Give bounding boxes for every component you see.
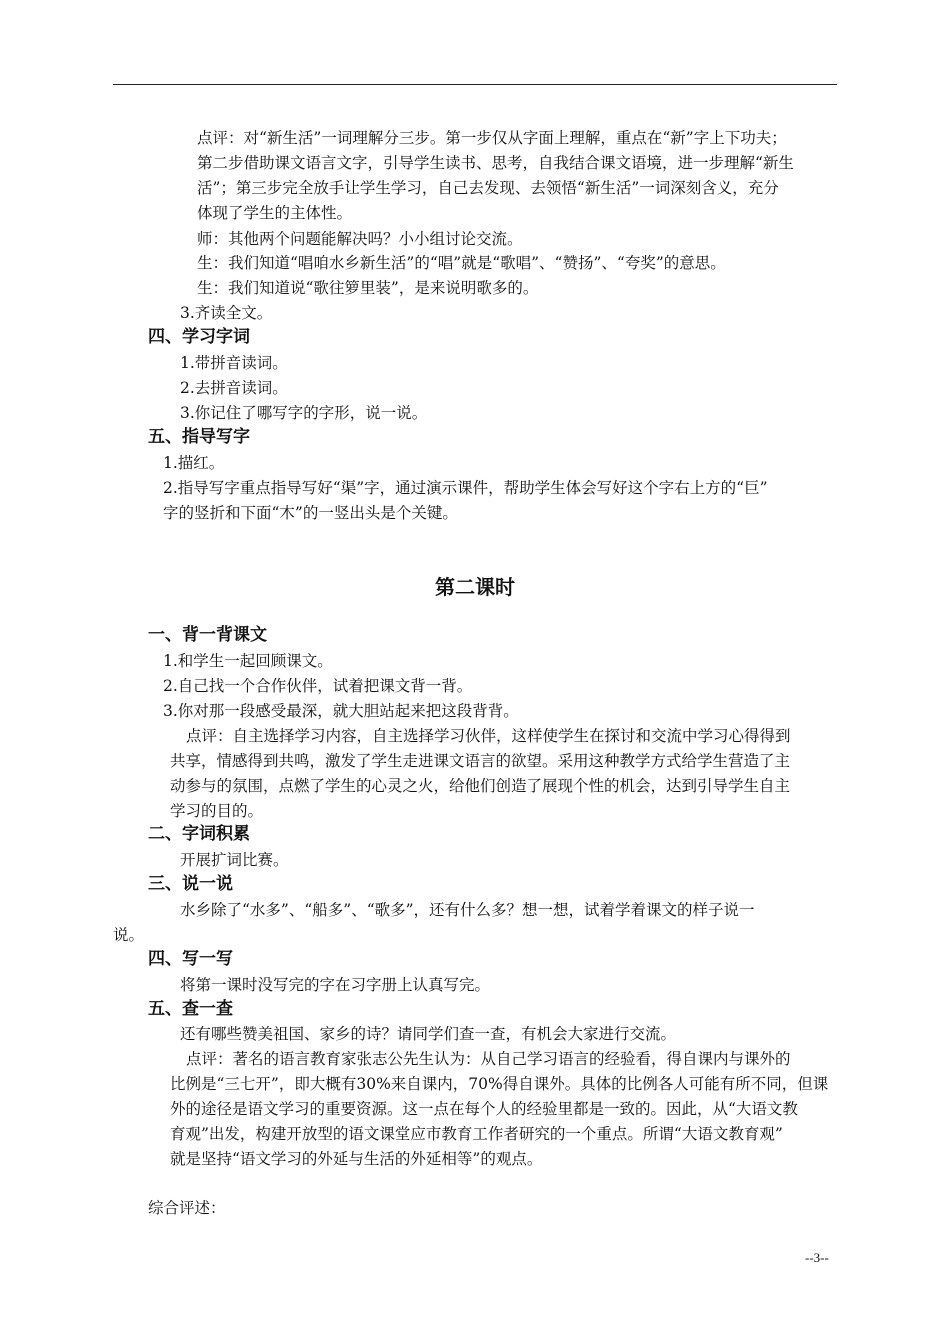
summary-label: 综合评述： [148, 1199, 226, 1217]
section4-item-1: 1.带拼音读词。 [180, 354, 288, 372]
comment-line-2: 第二步借助课文语言文字，引导学生读书、思考，自我结合课文语境，进一步理解“新生 [197, 154, 794, 172]
s1-item-1: 1.和学生一起回顾课文。 [163, 652, 333, 670]
s3-heading: 三、说一说 [148, 874, 233, 894]
s5-heading: 五、查一查 [148, 999, 233, 1019]
s2-text: 开展扩词比赛。 [180, 851, 289, 869]
section4-item-3: 3.你记住了哪写字的字形，说一说。 [180, 404, 428, 422]
comment-line-4: 体现了学生的主体性。 [197, 204, 353, 222]
s5-comment-line-4: 育观”出发，构建开放型的语文课堂应市教育工作者研究的一个重点。所谓“大语文教育观” [170, 1125, 783, 1143]
section4-heading: 四、学习字词 [148, 327, 250, 347]
s3-text-line-2: 说。 [113, 926, 145, 944]
s3-text-line-1: 水乡除了“水多”、“船多”、“歌多”，还有什么多？想一想，试着学着课文的样子说一 [180, 901, 755, 919]
section5-item-2-line-2: 字的竖折和下面“木”的一竖出头是个关键。 [163, 504, 458, 522]
section5-heading: 五、指导写字 [148, 427, 250, 447]
lesson-2-title: 第二课时 [435, 575, 515, 599]
s1-comment-line-3: 动参与的氛围，点燃了学生的心灵之火，给他们创造了展现个性的机会，达到引导学生自主 [170, 777, 791, 795]
s2-heading: 二、字词积累 [148, 824, 250, 844]
section5-item-2-line-1: 2.指导写字重点指导写好“渠”字，通过演示课件，帮助学生体会写好这个字右上方的“巨” [163, 479, 768, 497]
section4-item-2: 2.去拼音读词。 [180, 379, 288, 397]
comment-line-1: 点评：对“新生活”一词理解分三步。第一步仅从字面上理解，重点在“新”字上下功夫； [197, 129, 787, 147]
student-line-2: 生：我们知道说“歌往箩里装”，是来说明歌多的。 [197, 279, 539, 297]
teacher-line: 师：其他两个问题能解决吗？小小组讨论交流。 [197, 230, 523, 248]
s1-comment-line-1: 点评：自主选择学习内容，自主选择学习伙伴，这样使学生在探讨和交流中学习心得得到 [186, 727, 791, 745]
s4-text: 将第一课时没写完的字在习字册上认真写完。 [180, 976, 491, 994]
s5-comment-line-5: 就是坚持“语文学习的外延与生活的外延相等”的观点。 [170, 1150, 543, 1168]
s1-comment-line-2: 共享，情感得到共鸣，激发了学生走进课文语言的欲望。采用这种教学方式给学生营造了主 [170, 752, 791, 770]
s1-heading: 一、背一背课文 [148, 625, 267, 645]
s5-comment-line-1: 点评：著名的语言教育家张志公先生认为：从自己学习语言的经验看，得自课内与课外的 [186, 1050, 791, 1068]
s5-comment-line-3: 外的途径是语文学习的重要资源。这一点在每个人的经验里都是一致的。因此，从“大语文教 [170, 1100, 798, 1118]
section5-item-1: 1.描红。 [163, 454, 225, 472]
header-rule [113, 84, 837, 85]
s5-comment-line-2: 比例是“三七开”，即大概有30%来自课内，70%得自课外。具体的比例各人可能有所不同，但课 [170, 1075, 829, 1093]
s5-text: 还有哪些赞美祖国、家乡的诗？请同学们查一查，有机会大家进行交流。 [180, 1025, 677, 1043]
comment-line-3: 活”；第三步完全放手让学生学习，自己去发现、去领悟“新生活”一词深刻含义，充分 [197, 179, 779, 197]
s1-item-3: 3.你对那一段感受最深，就大胆站起来把这段背背。 [163, 702, 519, 720]
student-line-1: 生：我们知道“唱咱水乡新生活”的“唱”就是“歌唱”、“赞扬”、“夸奖”的意思。 [197, 254, 726, 272]
page-number: --3-- [805, 1250, 829, 1265]
s1-comment-line-4: 学习的目的。 [170, 802, 264, 820]
s1-item-2: 2.自己找一个合作伙伴，试着把课文背一背。 [163, 677, 473, 695]
step-3: 3.齐读全文。 [180, 304, 273, 322]
s4-heading: 四、写一写 [148, 949, 233, 969]
